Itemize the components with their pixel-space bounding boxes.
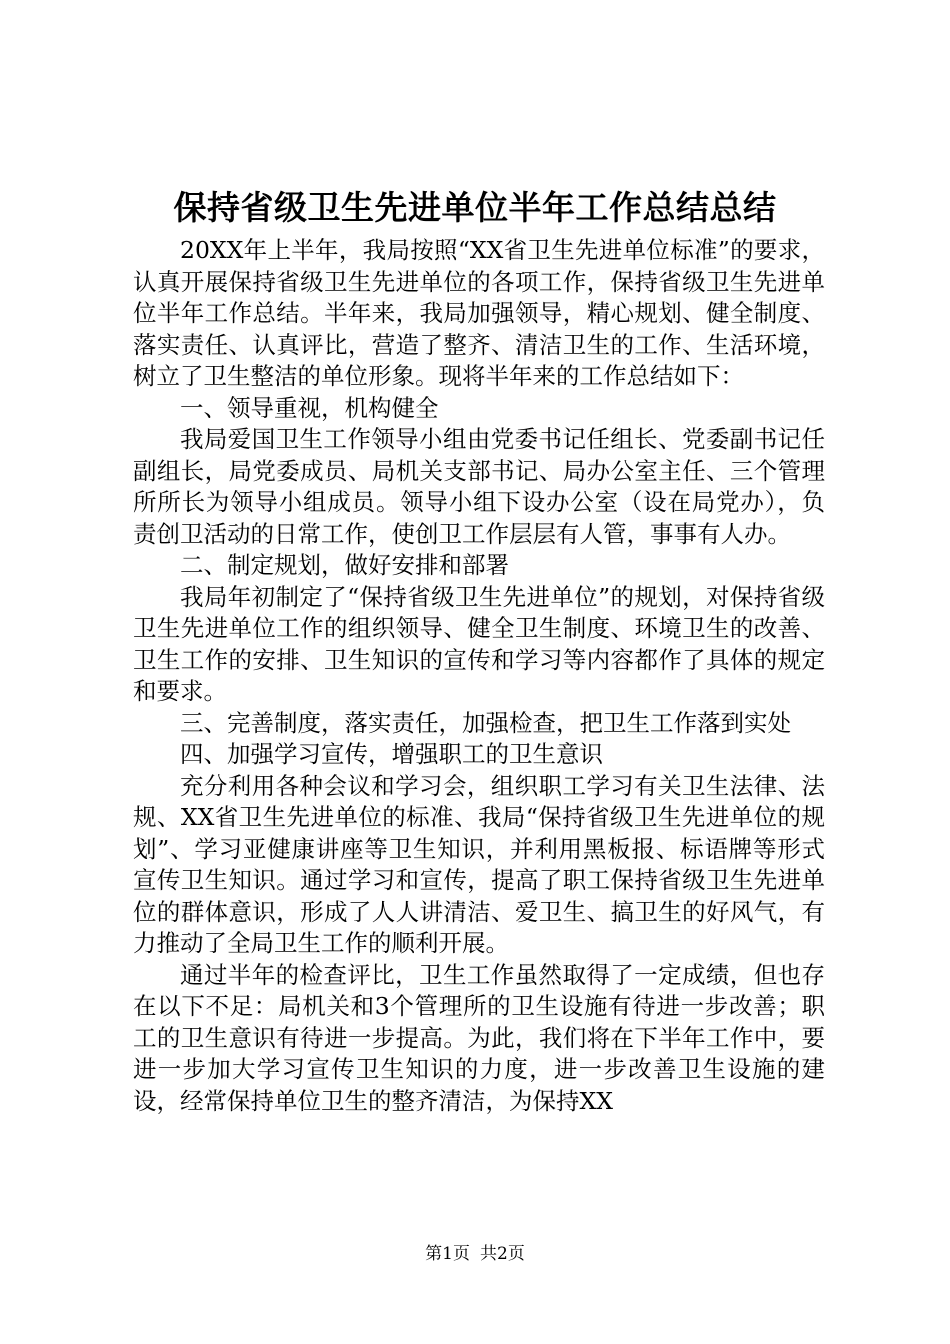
paragraph-section-1: 我局爱国卫生工作领导小组由党委书记任组长、党委副书记任副组长，局党委成员、局机关支部书记、局办公室主任、三个管理所所长为领导小组成员。领导小组下设办公室（设在局党办），负责创卫活动的日常工作，使创卫工作层层有人管，事事有人办。: [133, 425, 825, 548]
paragraph-conclusion: 通过半年的检查评比，卫生工作虽然取得了一定成绩，但也存在以下不足：局机关和3个管理所的卫生设施有待进一步改善；职工的卫生意识有待进一步提高。为此，我们将在下半年工作中，要进一步加大学习宣传卫生知识的力度，进一步改善卫生设施的建设，经常保持单位卫生的整齐清洁，为保持XX: [133, 960, 825, 1115]
page-total: 共2页: [480, 1244, 525, 1264]
section-heading-2: 二、制定规划，做好安排和部署: [180, 551, 509, 579]
document-title: 保持省级卫生先进单位半年工作总结总结: [173, 188, 777, 227]
page-footer: [0, 1242, 950, 1266]
paragraph-section-2: 我局年初制定了“保持省级卫生先进单位”的规划，对保持省级卫生先进单位工作的组织领导、健全卫生制度、环境卫生的改善、卫生工作的安排、卫生知识的宣传和学习等内容都作了具体的规定和要求。: [133, 582, 825, 705]
page-number: 第1页: [425, 1244, 470, 1264]
paragraph-section-4: 充分利用各种会议和学习会，组织职工学习有关卫生法律、法规、XX省卫生先进单位的标准、我局“保持省级卫生先进单位的规划”、学习亚健康讲座等卫生知识，并利用黑板报、标语牌等形式宣传卫生知识。通过学习和宣传，提高了职工保持省级卫生先进单位的群体意识，形成了人人讲清洁、爱卫生、搞卫生的好风气，有力推动了全局卫生工作的顺利开展。: [133, 771, 825, 957]
paragraph-intro: 20XX年上半年，我局按照“XX省卫生先进单位标准”的要求，认真开展保持省级卫生先进单位的各项工作，保持省级卫生先进单位半年工作总结。半年来，我局加强领导，精心规划、健全制度、落实责任、认真评比，营造了整齐、清洁卫生的工作、生活环境，树立了卫生整洁的单位形象。现将半年来的工作总结如下：: [133, 236, 825, 390]
section-heading-3: 三、完善制度，落实责任，加强检查，把卫生工作落到实处: [180, 708, 791, 737]
section-heading-4: 四、加强学习宣传，增强职工的卫生意识: [180, 740, 603, 768]
document-body: [133, 235, 825, 1117]
section-heading-1: 一、领导重视，机构健全: [180, 393, 439, 422]
